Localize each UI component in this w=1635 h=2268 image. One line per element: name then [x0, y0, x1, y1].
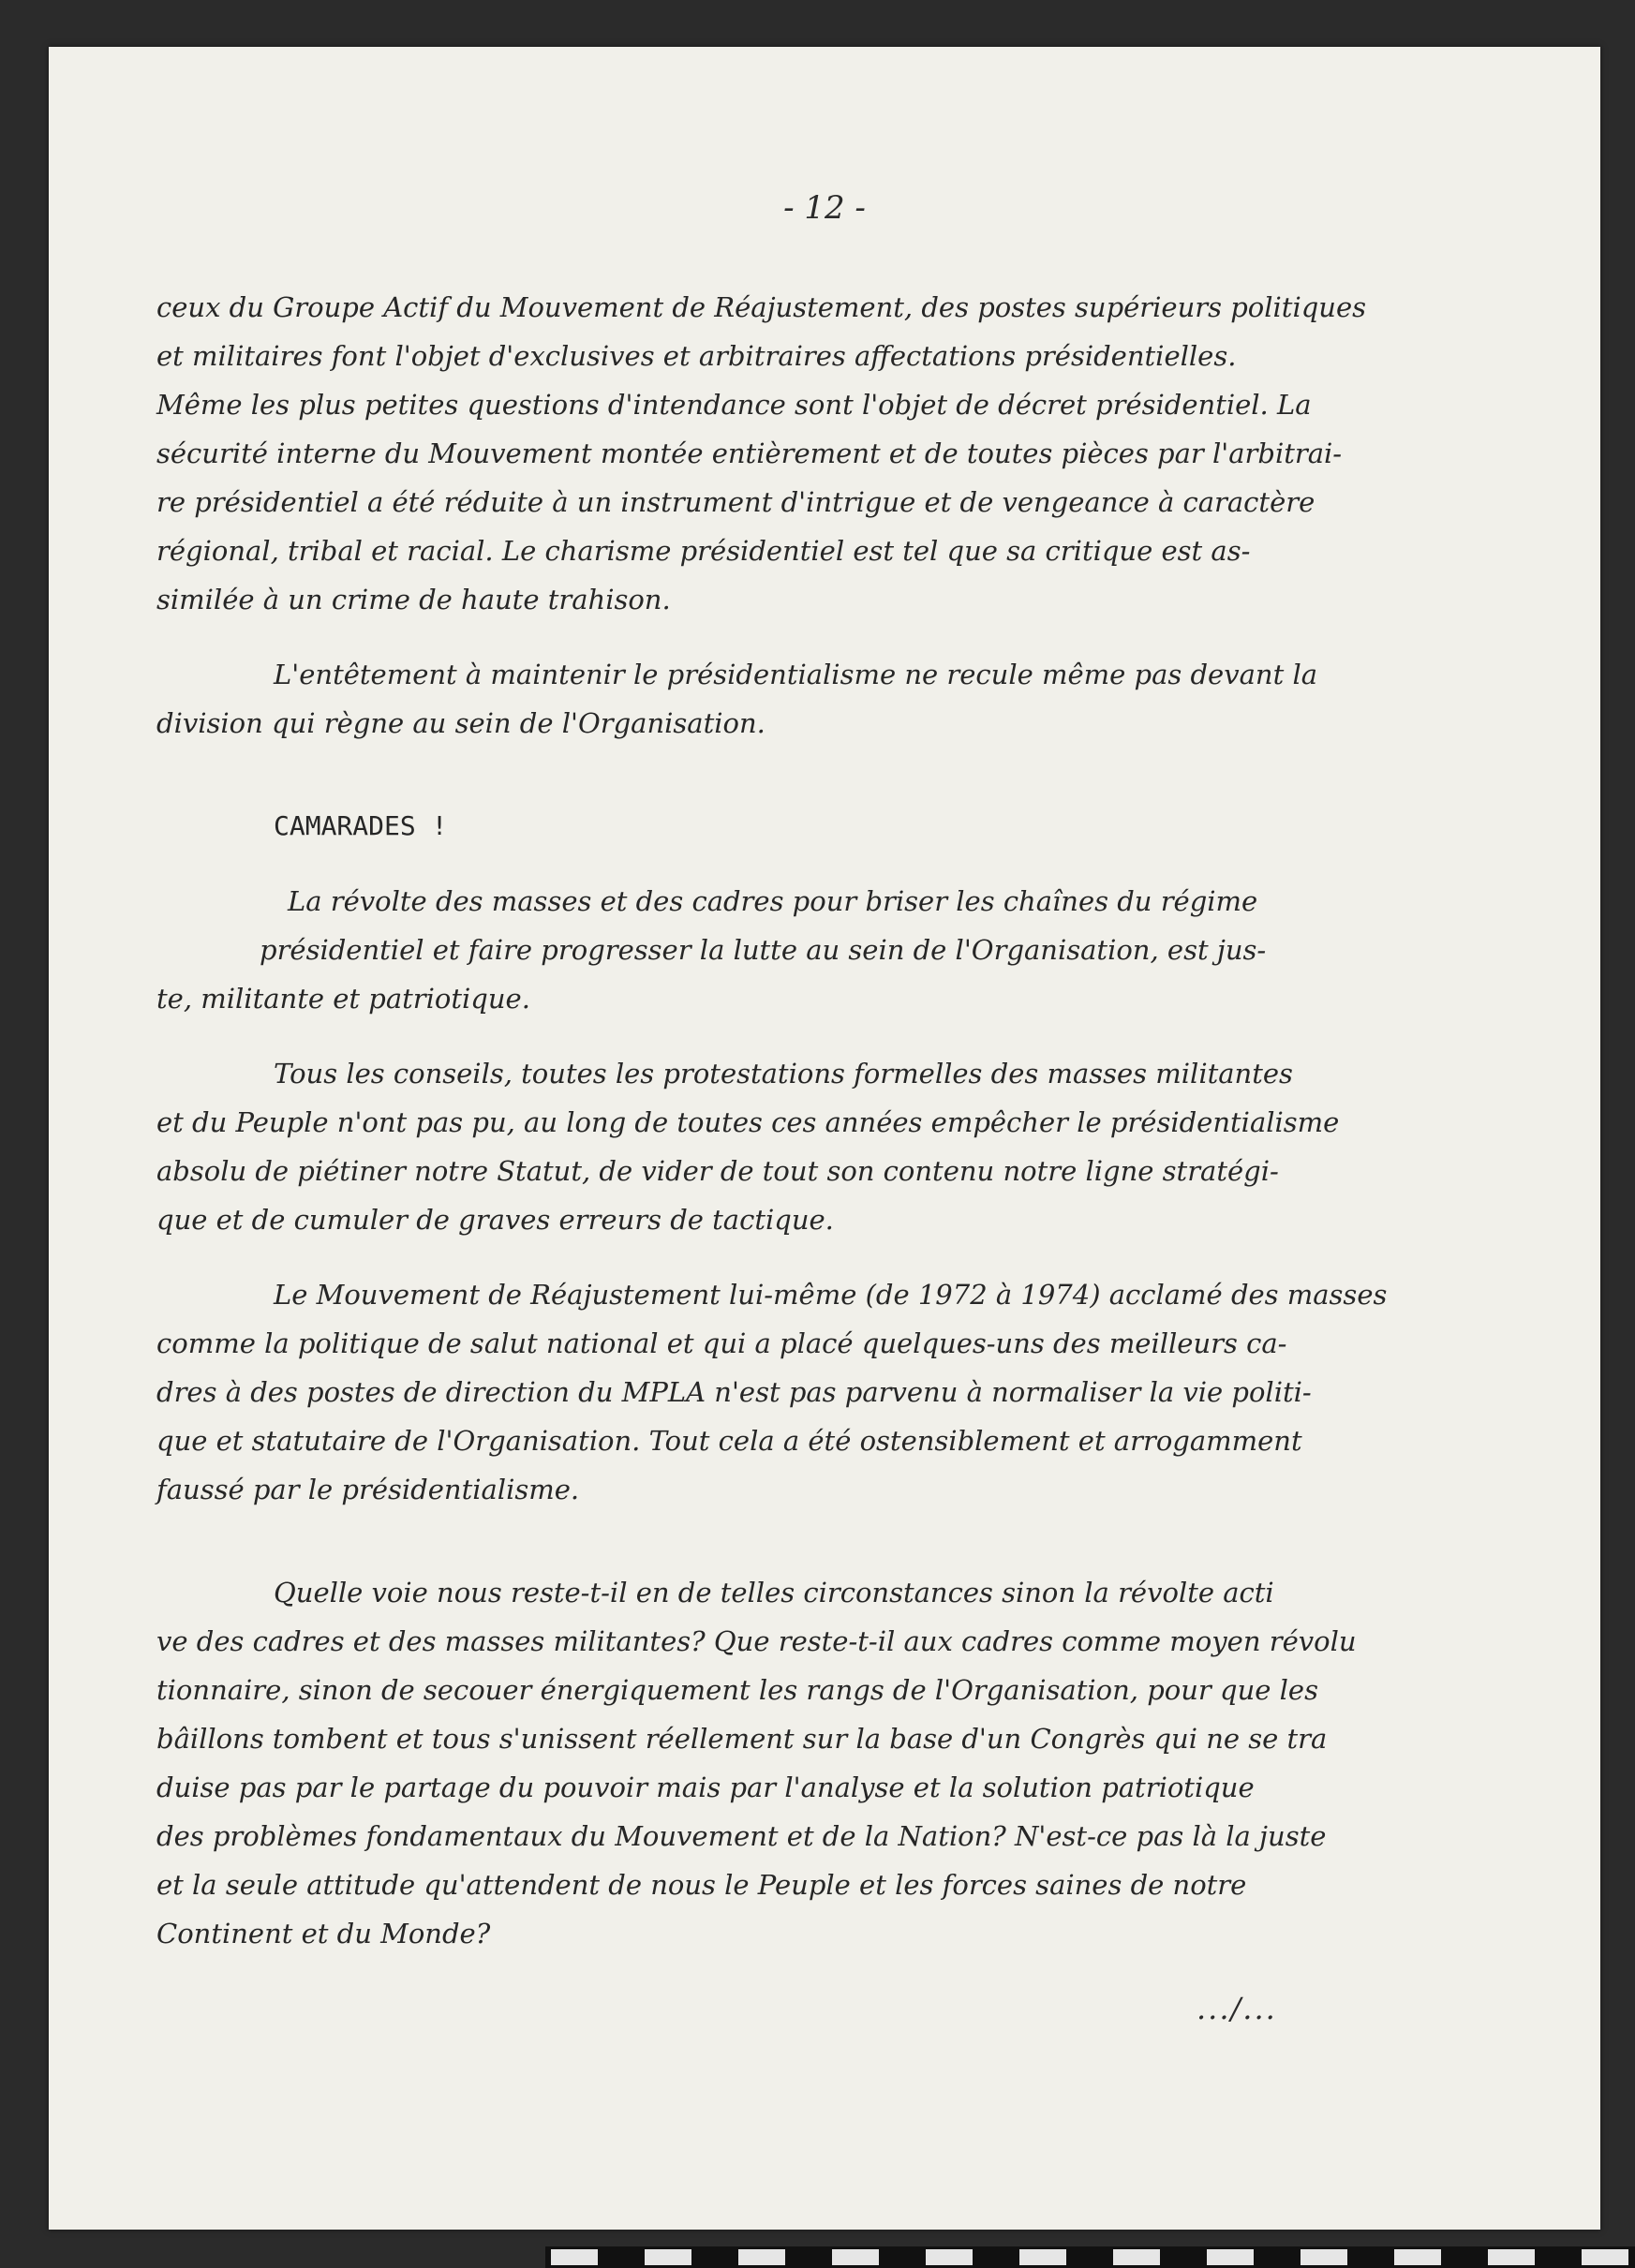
text-line: que et de cumuler de graves erreurs de tactique.	[156, 1204, 834, 1236]
paragraph-5	[156, 1270, 1442, 1514]
text-line: Continent et du Monde?	[156, 1918, 491, 1949]
text-line: Quelle voie nous reste-t-il en de telles circonstances sinon la révolte acti	[274, 1577, 1274, 1608]
paragraph-4	[156, 1049, 1442, 1244]
text-line: division qui règne au sein de l'Organisation.	[156, 707, 765, 739]
text-line: régional, tribal et racial. Le charisme présidentiel est tel que sa critique est as-	[156, 535, 1251, 567]
text-line: L'entêtement à maintenir le présidentialisme ne recule même pas devant la	[274, 659, 1318, 690]
paragraph-1	[156, 283, 1442, 624]
text-line: Le Mouvement de Réajustement lui-même (de 1972 à 1974) acclamé des masses	[274, 1279, 1388, 1311]
section-heading	[156, 802, 1442, 851]
text-line: et militaires font l'objet d'exclusives et arbitraires affectations présidentielles.	[156, 340, 1237, 372]
paragraph-6	[156, 1568, 1442, 1958]
text-line: ceux du Groupe Actif du Mouvement de Réajustement, des postes supérieurs politiques	[156, 291, 1367, 323]
text-line: que et statutaire de l'Organisation. Tout cela a été ostensiblement et arrogamment	[156, 1425, 1302, 1457]
paragraph-2	[156, 650, 1442, 748]
text-line: La révolte des masses et des cadres pour briser les chaînes du régime	[288, 885, 1258, 917]
document-page	[49, 47, 1600, 2230]
text-line: des problèmes fondamentaux du Mouvement et de la Nation? N'est-ce pas là la juste	[156, 1820, 1327, 1852]
text-line: et la seule attitude qu'attendent de nous le Peuple et les forces saines de notre	[156, 1869, 1247, 1901]
text-line: présidentiel et faire progresser la lutte au sein de l'Organisation, est jus-	[260, 934, 1267, 966]
continuation-mark: .../...	[1197, 1991, 1277, 2026]
text-line: re présidentiel a été réduite à un instrument d'intrigue et de vengeance à caractère	[156, 486, 1315, 518]
text-line: bâillons tombent et tous s'unissent réellement sur la base d'un Congrès qui ne se tra	[156, 1723, 1328, 1755]
text-line: Même les plus petites questions d'intendance sont l'objet de décret présidentiel. La	[156, 389, 1312, 421]
scale-ruler	[545, 2246, 1635, 2268]
text-line: similée à un crime de haute trahison.	[156, 584, 671, 615]
text-line: comme la politique de salut national et qui a placé quelques-uns des meilleurs ca-	[156, 1327, 1287, 1359]
heading-camarades: CAMARADES !	[274, 810, 448, 841]
text-line: tionnaire, sinon de secouer énergiquement les rangs de l'Organisation, pour que les	[156, 1674, 1318, 1706]
text-line: duise pas par le partage du pouvoir mais par l'analyse et la solution patriotique	[156, 1771, 1255, 1803]
text-line: dres à des postes de direction du MPLA n'est pas parvenu à normaliser la vie politi-	[156, 1376, 1312, 1408]
text-line: sécurité interne du Mouvement montée entièrement et de toutes pièces par l'arbitrai-	[156, 437, 1343, 469]
text-line: ve des cadres et des masses militantes? Que reste-t-il aux cadres comme moyen révolu	[156, 1625, 1357, 1657]
text-line: absolu de piétiner notre Statut, de vider de tout son contenu notre ligne stratégi-	[156, 1155, 1279, 1187]
text-line: te, militante et patriotique.	[156, 983, 530, 1015]
paragraph-3	[156, 877, 1442, 1023]
text-line: Tous les conseils, toutes les protestations formelles des masses militantes	[274, 1058, 1293, 1090]
text-line: et du Peuple n'ont pas pu, au long de toutes ces années empêcher le présidentialisme	[156, 1106, 1340, 1138]
document-body	[156, 283, 1442, 1958]
text-line: faussé par le présidentialisme.	[156, 1474, 580, 1505]
page-number: - 12 -	[783, 189, 866, 227]
